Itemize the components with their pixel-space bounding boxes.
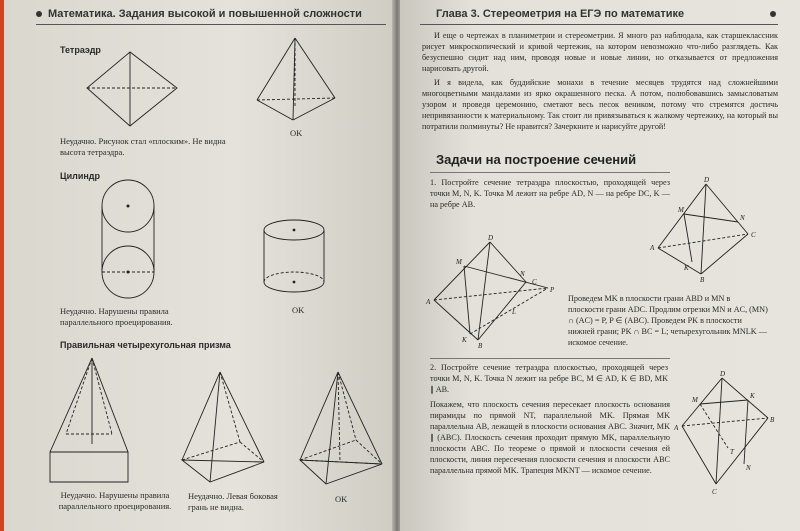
caption-cylinder-ok: OK — [292, 305, 305, 315]
section-label-cylinder: Цилиндр — [60, 171, 101, 181]
prism-bad-figure-2 — [180, 372, 270, 492]
point-label-P: P — [550, 286, 555, 294]
point-label-C: C — [532, 278, 537, 286]
task2-figure — [676, 372, 786, 502]
header-bullet-icon — [770, 11, 776, 17]
task1-figure-small — [650, 176, 766, 284]
point-label-B: B — [700, 276, 705, 284]
header-rule — [36, 24, 386, 25]
point-label-K: K — [462, 336, 467, 344]
point-label-B: B — [770, 416, 775, 424]
cylinder-ok-figure — [262, 218, 342, 298]
header-rule — [420, 24, 778, 25]
section-label-tetrahedron: Тетраэдр — [60, 45, 101, 55]
point-label-D: D — [704, 176, 710, 184]
intro-paragraph-2: И я видела, как буддийские монахи в течение месяцев трудятся над сложнейшими многоцветными мандалами из ярко окрашенного песка. А потом, полюбовавшись замысловатым узором и проведя церемонию, сметают весь песок веником, потому что стремятся достичь непривязанности к материальному. Так стоит ли привязываться к жалкому чертежику, на который вы потратили полминуты? Не нравится? Зачеркните и нарисуйте другой! — [422, 78, 778, 131]
intro-paragraph-1: И еще о чертежах в планиметрии и стереометрии. Я много раз наблюдала, как старшеклассник рисует микроскопический и кривой чертежик, на котором невозможно что-либо разглядеть. Как безуспешно сидит над ним, проводя новые и новые линии, но отказывается от предложения нарисовать другой. — [422, 31, 778, 73]
task-2-solution: Покажем, что плоскость сечения пересекает плоскость основания пирамиды по прямой NT, параллельной MK. Прямая MK параллельна AB, лежащей в плоскости основания ABC. Значит, MK ∥ (ABC). Плоскость сечения проходит прямую MK, параллельную плоскости ABC. По теореме о прямой и плоскости сечения ей плоскости, линия пересечения плоскости сечения и плоскости ABC параллельна прямой MK. Трапеция MKNT — искомое сечение. — [430, 400, 670, 475]
point-label-M: M — [456, 258, 462, 266]
point-label-C: C — [751, 231, 756, 239]
point-label-B: B — [478, 342, 483, 350]
tetrahedron-ok-figure — [255, 38, 355, 138]
point-label-L: L — [512, 308, 516, 316]
point-label-M: M — [692, 396, 698, 404]
point-label-T: T — [730, 448, 734, 456]
point-label-K: K — [684, 264, 689, 272]
caption-cylinder-bad: Неудачно. Нарушены правила параллельного проецирования. — [60, 306, 173, 327]
point-label-N: N — [746, 464, 751, 472]
task-1-statement: 1. Постройте сечение тетраэдра плоскостью, проходящей через точки M, N, K. Точка M лежит на ребре AD, N — на ребре DC, K — на ребре AB. — [430, 178, 670, 209]
caption-prism-ok: OK — [335, 494, 348, 504]
point-label-N: N — [740, 214, 745, 222]
task1-figure-construction — [426, 234, 560, 350]
left-page-header: Математика. Задания высокой и повышенной сложности — [48, 8, 362, 20]
task-1-rule — [430, 172, 670, 173]
page-edge-marker — [0, 0, 4, 531]
point-label-K: K — [750, 392, 755, 400]
point-label-A: A — [426, 298, 431, 306]
header-bullet-icon — [36, 11, 42, 17]
cylinder-bad-figure — [100, 178, 190, 303]
point-label-C: C — [712, 488, 717, 496]
caption-prism-bad-2: Неудачно. Левая боковая грань не видна. — [188, 491, 278, 512]
task-1-solution: Проведем MK в плоскости грани ABD и MN в плоскости грани ADC. Продлим отрезки MN и AC, (MN) ∩ (AC) = P, P ∈ (ABC). Проведем PK в плоскости нижней грани; PK ∩ BC = L; четырехугольник MNLK — искомое сечение. — [568, 294, 768, 347]
right-page — [400, 0, 800, 531]
left-page — [0, 0, 394, 531]
point-label-D: D — [488, 234, 494, 242]
tetrahedron-flat-figure — [85, 50, 205, 130]
section-label-prism: Правильная четырехугольная призма — [60, 340, 231, 350]
right-page-header: Глава 3. Стереометрия на ЕГЭ по математике — [436, 8, 685, 20]
caption-tetrahedron-ok: OK — [290, 128, 303, 138]
point-label-A: A — [650, 244, 655, 252]
point-label-M: M — [678, 206, 684, 214]
caption-prism-bad-1: Неудачно. Нарушены правила параллельного проецирования. — [58, 490, 172, 511]
section-title: Задачи на построение сечений — [436, 152, 637, 167]
task-2-statement: 2. Постройте сечение тетраэдра плоскостью, проходящей через точки M, N, K. Точка N лежит на ребре BC, M ∈ AD, K ∈ BD, MK ∥ AB. — [430, 363, 668, 394]
point-label-D: D — [720, 370, 726, 378]
prism-ok-figure — [298, 372, 388, 492]
prism-bad-figure-1 — [40, 358, 140, 488]
task-2-rule — [430, 358, 670, 359]
point-label-N: N — [520, 270, 525, 278]
point-label-A: A — [674, 424, 679, 432]
caption-tetrahedron-bad: Неудачно. Рисунок стал «плоским». Не видна высота тетраэдра. — [60, 136, 226, 157]
